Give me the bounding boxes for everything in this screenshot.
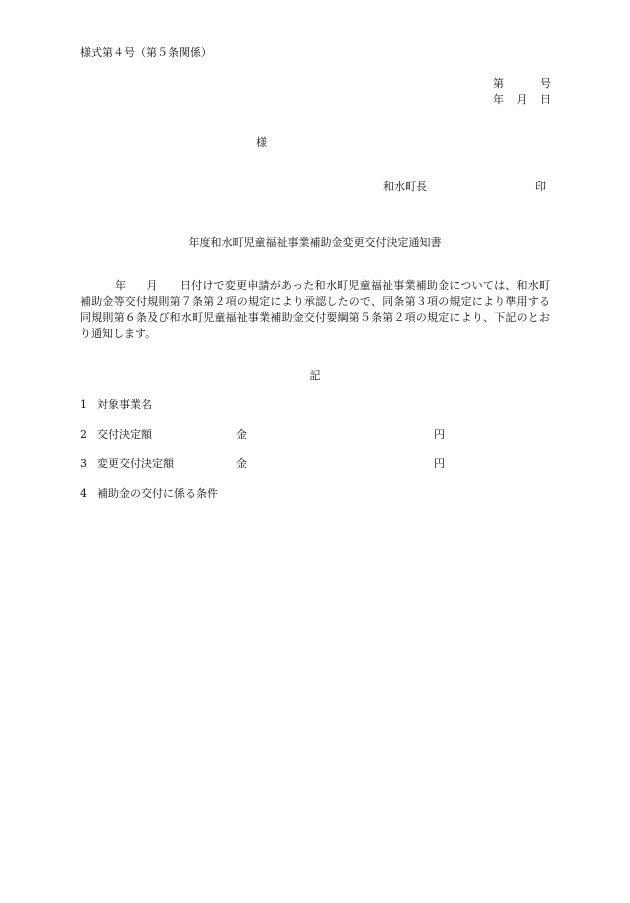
- body-month-label: 月: [146, 279, 158, 292]
- seal-mark: 印: [535, 180, 546, 193]
- item-number: 3: [80, 457, 87, 470]
- amount-prefix: 金: [236, 457, 247, 470]
- amount-unit: 円: [434, 428, 445, 441]
- amount-prefix: 金: [236, 428, 247, 441]
- item-label-changed-grant-amount: 変更交付決定額: [97, 457, 174, 470]
- body-paragraph: 日付けで変更申請があった和水町児童福祉事業補助金については、和水町補助金等交付規則第７条第２項の規定により承認したので、同条第３項の規定により準用する同規則第６条及び和水町児童福祉事業補助金交付要綱第５条第２項の規定により、下記のとおり通知します。: [80, 279, 551, 340]
- item-label-grant-conditions: 補助金の交付に係る条件: [97, 487, 218, 500]
- issuer-name: 和水町長: [383, 180, 427, 193]
- amount-unit: 円: [434, 457, 445, 470]
- ki-heading: 記: [309, 369, 321, 382]
- document-title: 年度和水町児童福祉事業補助金変更交付決定通知書: [188, 236, 442, 249]
- document-date-field: 年 月 日: [493, 93, 551, 106]
- item-label-target-project: 対象事業名: [97, 398, 152, 411]
- addressee-suffix: 様: [256, 136, 267, 149]
- form-number: 様式第４号（第５条関係）: [80, 46, 212, 59]
- body-year-label: 年: [115, 279, 127, 292]
- item-number: 2: [80, 428, 87, 441]
- item-label-grant-amount: 交付決定額: [97, 428, 152, 441]
- document-number-field: 第 号: [493, 77, 551, 90]
- notice-body: [80, 278, 550, 342]
- item-number: 1: [80, 398, 87, 411]
- item-number: 4: [80, 487, 87, 500]
